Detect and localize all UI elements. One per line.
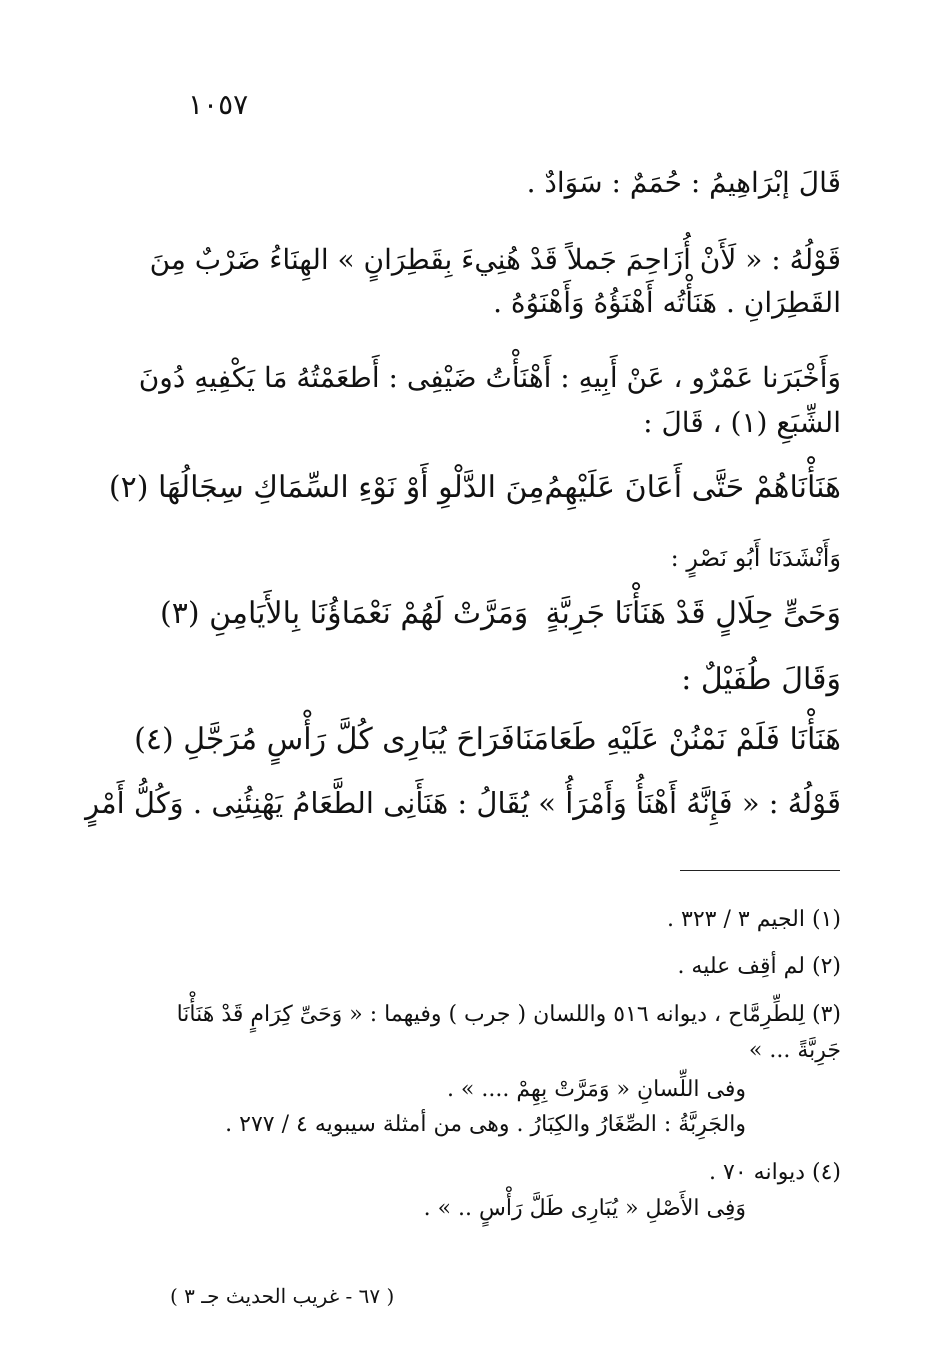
verse-1: [108, 466, 841, 510]
footnote-separator: [680, 870, 840, 871]
verse-3-first-hemistich: هَنَأْنَا فَلَمْ نَمْنُنْ عَلَيْهِ طَعَامَنَا: [514, 722, 841, 757]
verse-2: [160, 592, 841, 636]
footnote-3-line2: جَرِبَّةً ... »: [748, 1038, 841, 1063]
body-para4-line1: قَوْلُهُ : « فَإِنَّهُ أَهْنَأُ وَأَمْرَأُ » يُقَالُ : هَنَأَنِى الطَّعَامُ يَهْنِئُنِى . وَكُلُّ أَمْرٍ: [85, 786, 841, 820]
footnote-3-line3: وفى اللِّسانِ « وَمَرَّتْ بِهِمْ .... » .: [446, 1077, 746, 1102]
footnote-2: (٢) لم أقِف عليه .: [677, 954, 841, 979]
footnote-4-line2: وَفِى الأَصْلِ « يُبَارِى طَلَّ رَأْسٍ .. » .: [423, 1196, 746, 1221]
footnote-4-line1: (٤) ديوانه ٧٠ .: [709, 1160, 841, 1185]
page-number: ١٠٥٧: [188, 88, 249, 121]
verse-3-intro: وَقَالَ طُفَيْلٌ :: [681, 662, 841, 697]
body-para3-line2: الشِّبَعِ (١) ، قَالَ :: [643, 406, 841, 439]
body-para3-line1: وَأَخْبَرَنا عَمْرٌو ، عَنْ أَبِيهِ : أَهْنَأْتُ ضَيْفِى : أَطعَمْتُهُ مَا يَكْفِيهِ دُونَ: [138, 361, 841, 394]
footnote-1: (١) الجيم ٣ / ٣٢٣ .: [667, 907, 841, 932]
footnote-3-line1: (٣) لِلطِّرِمَّاح ، ديوانه ٥١٦ واللسان ( جرب ) وفيهما : « وَحَىِّ كِرَامٍ قَدْ هَنَأْنَا: [176, 1002, 841, 1027]
body-para2-line2: القَطِرَانِ . هَنَأْتُه أَهْنَؤُهُ وَأَهْنَوُهُ .: [493, 286, 841, 319]
body-para2-line1: قَوْلُهُ : « لَأَنْ أُزَاحِمَ جَملاً قَدْ هُنِيءَ بِقَطِرَانٍ » الهِنَاءُ ضَرْبٌ مِنَ: [149, 243, 841, 276]
verse-1-first-hemistich: هَنَأْنَاهُمْ حَتَّى أَعَانَ عَلَيْهِمُ: [544, 470, 841, 505]
verse-3: [134, 718, 841, 762]
verse-2-first-hemistich: وَحَىٍّ حِلَالٍ قَدْ هَنَأْنَا جَرِبَّةٍ: [545, 596, 841, 631]
body-line-ibrahim: قَالَ إبْرَاهِيمُ : حُمَمٌ : سَوَادٌ .: [526, 166, 841, 199]
verse-2-second-hemistich: وَمَرَّتْ لَهُمْ نَعْمَاؤُنَا بِالأَيَامِنِ (٣): [160, 596, 529, 631]
verse-2-intro: وَأَنْشَدَنَا أَبُو نَصْرٍ :: [670, 544, 841, 572]
verse-3-second-hemistich: فَرَاحَ يُبَارِى كُلَّ رَأْسٍ مُرَجَّلِ (٤): [134, 722, 515, 757]
footnote-3-line4: والجَرِبَّةُ : الصِّغَارُ والكِبَارُ . وهى من أمثلة سيبويه ٤ / ٢٧٧ .: [225, 1112, 746, 1137]
verse-1-second-hemistich: مِنَ الدَّلْوِ أَوْ نَوْءِ السِّمَاكِ سِجَالُهَا (٢): [108, 470, 545, 505]
printer-signature-mark: ( ٦٧ - غريب الحديث جـ ٣ ): [170, 1284, 395, 1308]
